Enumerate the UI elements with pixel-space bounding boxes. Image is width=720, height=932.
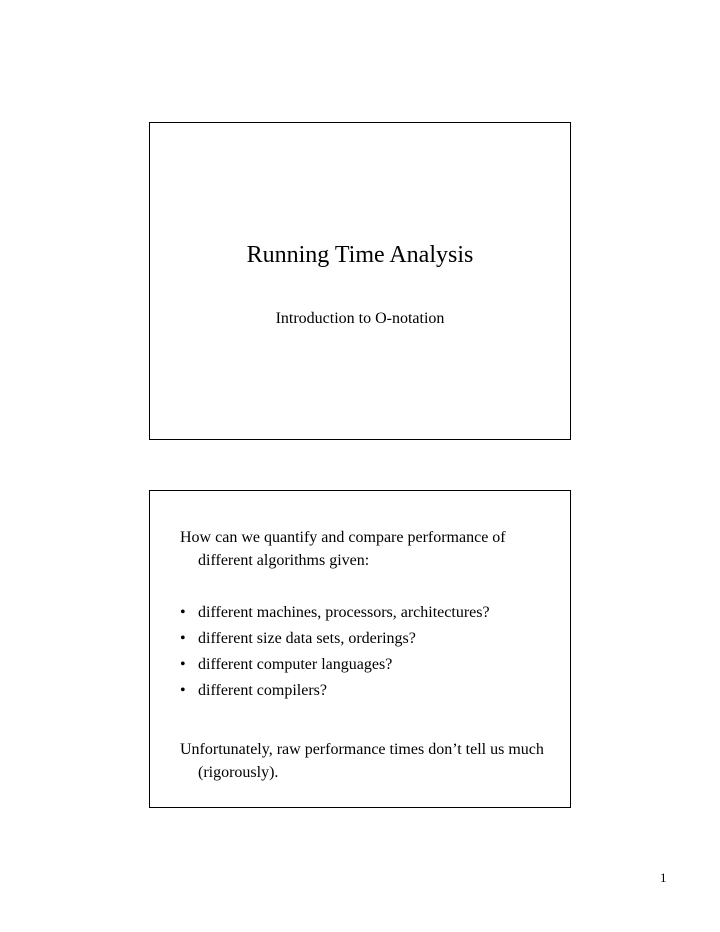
bullet-text: different size data sets, orderings? [198,630,416,647]
bullet-icon: • [180,682,186,699]
bullet-text: different computer languages? [198,656,393,673]
list-item [180,678,550,704]
bullet-icon: • [180,630,186,647]
intro-text-block [180,526,550,572]
bullet-icon: • [180,604,186,621]
list-item [180,626,550,652]
bullet-text: different machines, processors, architectures? [198,604,490,621]
closing-text-block [180,738,550,784]
title-slide [149,122,571,440]
bullet-list [180,600,550,704]
intro-paragraph: How can we quantify and compare performance of different algorithms given: [180,529,506,569]
slide-title: Running Time Analysis [246,242,474,268]
content-slide [149,490,571,808]
slide-subtitle: Introduction to O-notation [275,310,445,327]
list-item [180,600,550,626]
bullet-text: different compilers? [198,682,327,699]
list-item [180,652,550,678]
page-number: 1 [660,870,667,885]
bullet-icon: • [180,656,186,673]
closing-paragraph: Unfortunately, raw performance times don’t tell us much (rigorously). [180,741,544,781]
